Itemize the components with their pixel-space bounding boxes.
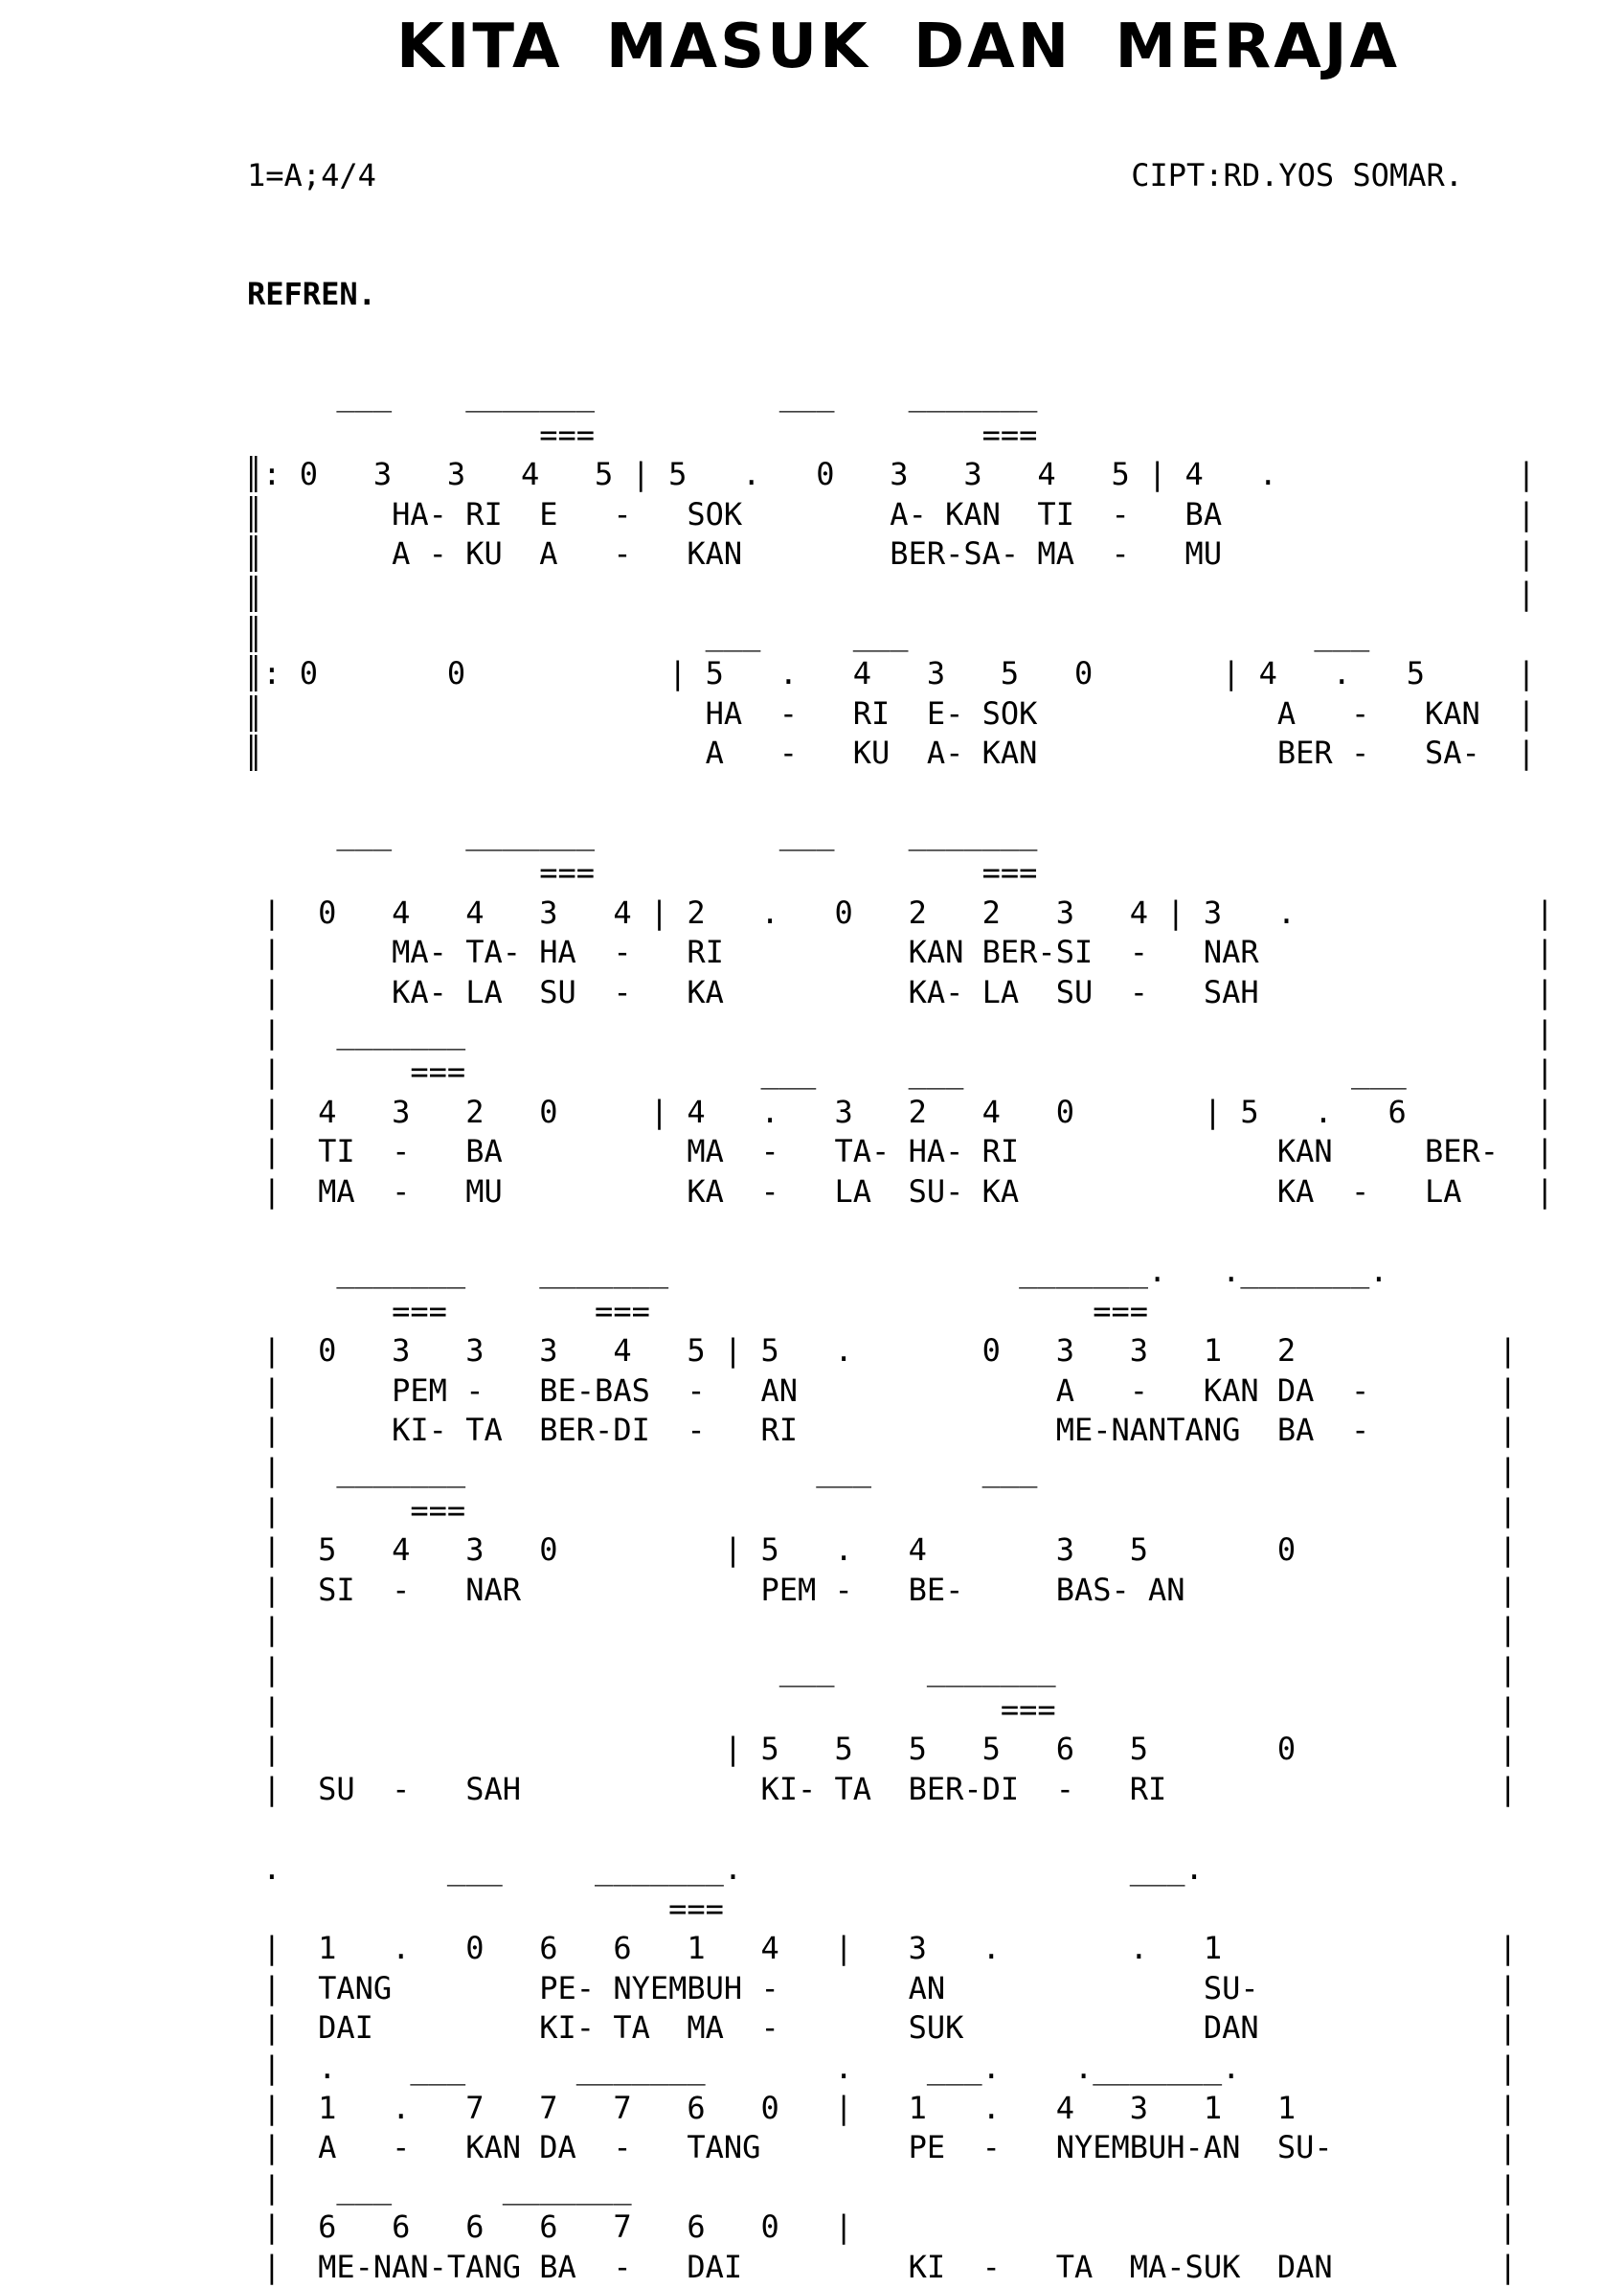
score-line: | DAI KI- TA MA - SUK DAN |: [244, 2009, 1518, 2047]
score-line: | 6 6 6 6 7 6 0 | |: [244, 2209, 1518, 2246]
score-line: ║ |: [244, 575, 1536, 612]
score-line: | SI - NAR PEM - BE- BAS- AN |: [244, 1571, 1518, 1608]
score-line: ║ A - KU A - KAN BER-SA- MA - MU |: [244, 535, 1536, 573]
score-line: | | 5 5 5 5 6 5 0 |: [244, 1731, 1518, 1768]
score-line: ║: 0 0 | 5 . 4 3 5 0 | 4 . 5 |: [244, 655, 1536, 692]
score-line: | TI - BA MA - TA- HA- RI KAN BER- |: [244, 1133, 1554, 1170]
score-line: | ___ _______ |: [244, 2168, 1518, 2206]
score-line: ║ ___ ___ ___: [244, 615, 1370, 652]
score-line: | 5 4 3 0 | 5 . 4 3 5 0 |: [244, 1531, 1518, 1569]
score-line: | MA - MU KA - LA SU- KA KA - LA |: [244, 1172, 1554, 1210]
score-line: ___ _______ ___ _______: [244, 376, 1038, 413]
score-line: | TANG PE- NYEMBUH - AN SU- |: [244, 1969, 1518, 2006]
score-line: | ___ _______ |: [244, 1651, 1518, 1688]
key-signature: 1=A;4/4: [247, 157, 376, 193]
score-line: | |: [244, 1611, 1518, 1648]
score-line: | KA- LA SU - KA KA- LA SU - SAH |: [244, 973, 1554, 1010]
score-line: | KI- TA BER-DI - RI ME-NANTANG BA - |: [244, 1412, 1518, 1449]
score-line: | A - KAN DA - TANG PE - NYEMBUH-AN SU- |: [244, 2129, 1518, 2166]
score-line: [244, 774, 1554, 814]
score-line: | 0 3 3 3 4 5 | 5 . 0 3 3 1 2 |: [244, 1332, 1518, 1370]
score-line: | 0 4 4 3 4 | 2 . 0 2 2 3 4 | 3 . |: [244, 894, 1554, 931]
score-line: | ME-NAN-TANG BA - DAI KI - TA MA-SUK DAN |: [244, 2248, 1518, 2285]
score-line: | 1 . 7 7 7 6 0 | 1 . 4 3 1 1 |: [244, 2089, 1518, 2126]
score-line: ___ _______ ___ _______: [244, 814, 1038, 851]
score-line: ║ A - KU A- KAN BER - SA- |: [244, 735, 1536, 772]
score-line: ║ HA- RI E - SOK A- KAN TI - BA |: [244, 495, 1536, 532]
composer-credit: CIPT:RD.YOS SOMAR.: [1131, 157, 1463, 193]
notation-score: [244, 375, 1554, 2288]
score-line: | 1 . 0 6 6 1 4 | 3 . . 1 |: [244, 1930, 1518, 1967]
score-line: ║ HA - RI E- SOK A - KAN |: [244, 694, 1536, 732]
score-line: . ___ _______. ___.: [244, 1849, 1204, 1887]
score-line: | . ___ _______ . ___. ._______. |: [244, 2049, 1518, 2086]
song-title: KITA MASUK DAN MERAJA: [395, 11, 1401, 82]
score-line: [244, 1212, 1554, 1252]
section-label-refren: REFREN.: [247, 276, 376, 312]
score-line: === === ===: [244, 1292, 1149, 1329]
score-line: | SU - SAH KI- TA BER-DI - RI |: [244, 1770, 1518, 1807]
score-line: === ===: [244, 416, 1038, 453]
score-line: | PEM - BE-BAS - AN A - KAN DA - |: [244, 1371, 1518, 1409]
score-line: | 4 3 2 0 | 4 . 3 2 4 0 | 5 . 6 |: [244, 1093, 1554, 1130]
score-line: ║: 0 3 3 4 5 | 5 . 0 3 3 4 5 | 4 . |: [244, 456, 1536, 493]
score-line: [244, 1809, 1554, 1849]
score-line: | === |: [244, 1491, 1518, 1529]
score-line: | === |: [244, 1690, 1518, 1728]
score-line: ===: [244, 1890, 724, 1927]
score-line: | _______ ___ ___ |: [244, 1452, 1518, 1489]
score-line: | _______ |: [244, 1013, 1554, 1051]
score-line: _______ _______ _______. ._______.: [244, 1253, 1388, 1290]
score-line: | MA- TA- HA - RI KAN BER-SI - NAR |: [244, 934, 1554, 971]
score-line: | === ___ ___ ___ |: [244, 1053, 1554, 1091]
score-line: === ===: [244, 854, 1038, 892]
